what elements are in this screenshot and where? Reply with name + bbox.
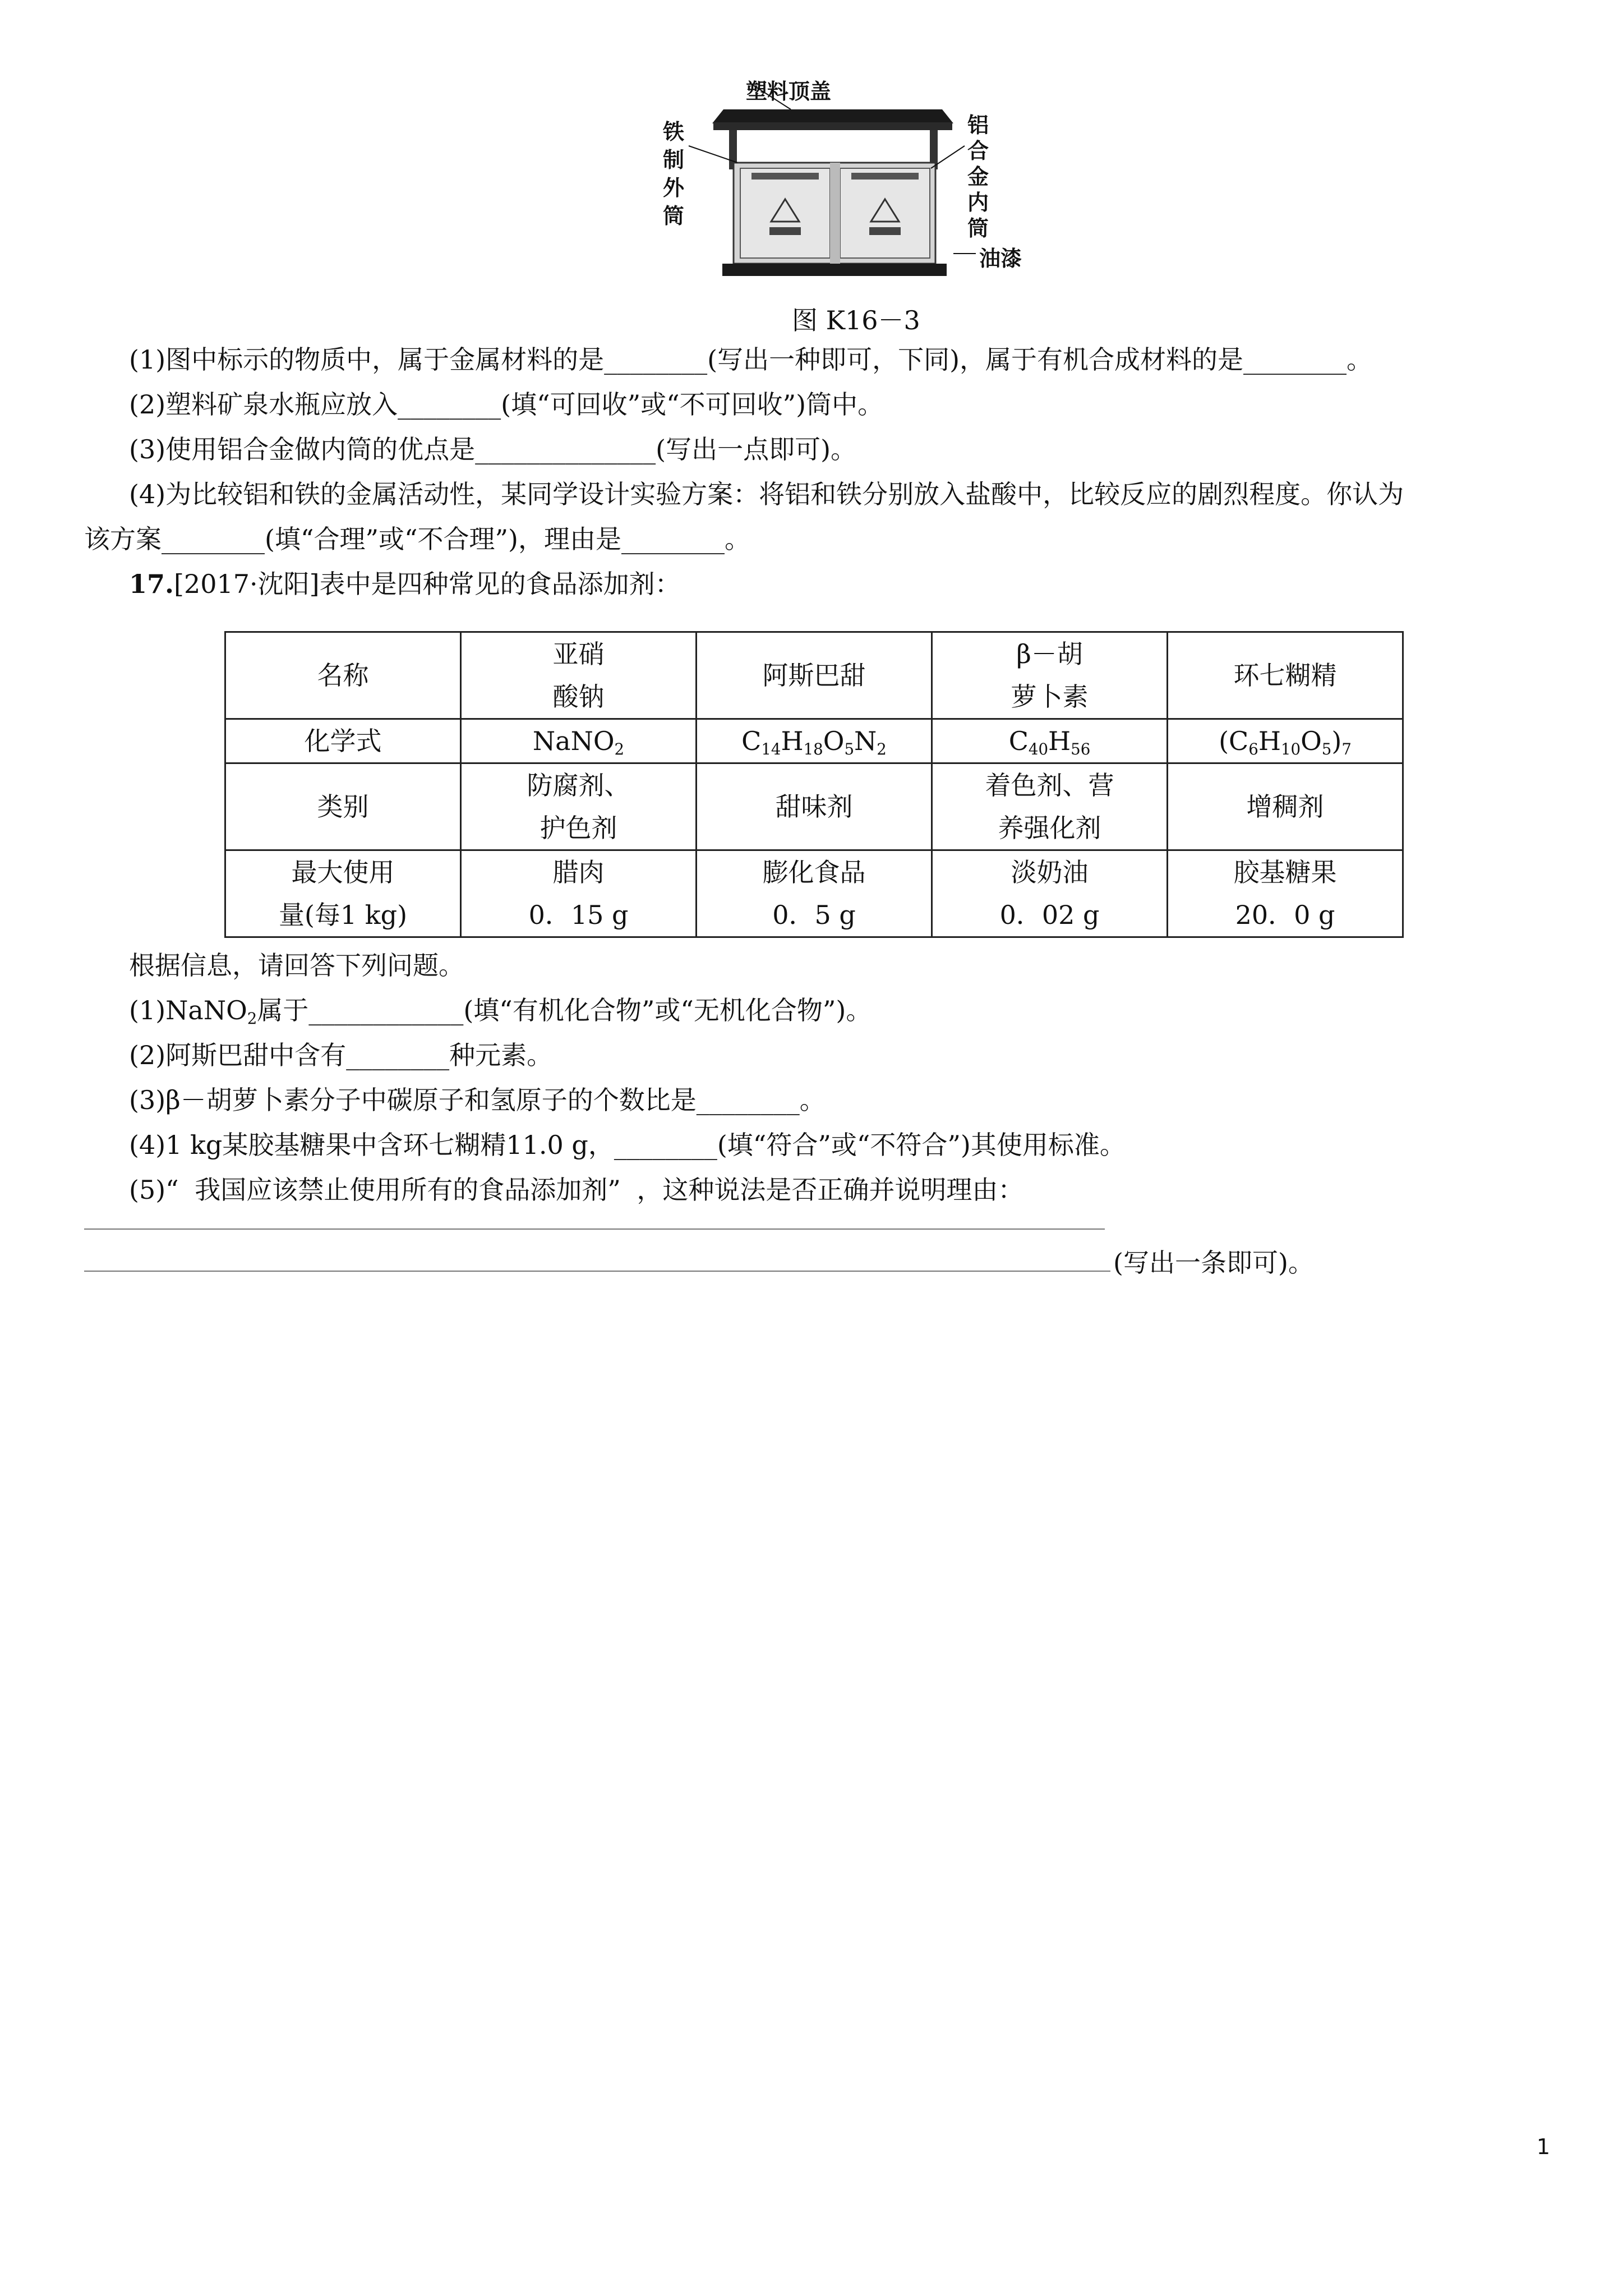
table-cell: β－胡 萝卜素 xyxy=(932,632,1168,719)
formula-cell: $C_{40}H_{56}$ xyxy=(932,719,1168,763)
q17-lead: 根据信息，请回答下列问题。 xyxy=(129,950,464,981)
table-cell: 着色剂、营 养强化剂 xyxy=(932,763,1168,850)
table-row xyxy=(225,850,1403,937)
table-cell: 胶基糖果 20．0 g xyxy=(1168,850,1403,937)
question-number: 17. xyxy=(129,569,174,599)
table-row xyxy=(225,763,1403,850)
q17-part5: (5)“ 我国应该禁止使用所有的食品添加剂” ，这种说法是否正确并说明理由： xyxy=(129,1175,1024,1205)
q16-part4a: (4)为比较铝和铁的金属活动性，某同学设计实验方案：将铝和铁分别放入盐酸中，比较反应的剧烈程度。你认为 xyxy=(129,479,1404,509)
label-plastic-cover: 塑料顶盖 xyxy=(746,79,832,104)
q17-intro: 17.[2017·沈阳]表中是四种常见的食品添加剂： xyxy=(129,569,681,599)
label-aluminum-inner: 铝 合 金 内 筒 xyxy=(967,113,989,241)
formula-cell: $C_{14}H_{18}O_5N_2$ xyxy=(697,719,932,763)
row-header-name: 名称 xyxy=(225,632,461,719)
row-header-formula: 化学式 xyxy=(225,719,461,763)
q16-part2: (2)塑料矿泉水瓶应放入________(填“可回收”或“不可回收”)筒中。 xyxy=(129,389,884,420)
label-paint: 油漆 xyxy=(979,246,1022,271)
trash-bin-figure xyxy=(662,79,1049,292)
page-number: 1 xyxy=(1536,2134,1550,2159)
formula-cell: $(C_6H_{10}O_5)_7$ xyxy=(1168,719,1403,763)
label-iron-shell: 铁 制 外 筒 xyxy=(663,119,685,228)
table-row xyxy=(225,719,1403,763)
q17-part4: (4)1 kg某胶基糖果中含环七糊精11.0 g，________(填“符合”或“不符合”)其使用标准。 xyxy=(129,1130,1126,1160)
figure-caption: 图 K16－3 xyxy=(792,305,920,335)
table-cell: 阿斯巴甜 xyxy=(697,632,932,719)
table-cell: 亚硝 酸钠 xyxy=(461,632,697,719)
q16-part1: (1)图中标示的物质中，属于金属材料的是________(写出一种即可，下同)，属于有机合成材料的是________。 xyxy=(129,344,1373,375)
food-additive-table xyxy=(224,631,1404,938)
q17-part2: (2)阿斯巴甜中含有________种元素。 xyxy=(129,1040,553,1070)
table-cell: 膨化食品 0．5 g xyxy=(697,850,932,937)
q17-part3: (3)β－胡萝卜素分子中碳原子和氢原子的个数比是________。 xyxy=(129,1085,826,1115)
table-cell: 淡奶油 0．02 g xyxy=(932,850,1168,937)
table-cell: 增稠剂 xyxy=(1168,763,1403,850)
table-row xyxy=(225,632,1403,719)
formula-cell: NaNO$_2$ xyxy=(461,719,697,763)
table-cell: 腊肉 0．15 g xyxy=(461,850,697,937)
q16-part4b: 该方案________(填“合理”或“不合理”)，理由是________。 xyxy=(84,524,750,554)
table-cell: 环七糊精 xyxy=(1168,632,1403,719)
table-cell: 防腐剂、 护色剂 xyxy=(461,763,697,850)
q17-part5-tail: (写出一条即可)。 xyxy=(1113,1248,1314,1278)
row-header-max-use: 最大使用 量(每1 kg) xyxy=(225,850,461,937)
table-cell: 甜味剂 xyxy=(697,763,932,850)
q16-part3: (3)使用铝合金做内筒的优点是______________(写出一点即可)。 xyxy=(129,434,857,464)
answer-line xyxy=(84,1271,1110,1272)
answer-line xyxy=(84,1228,1105,1230)
q17-part1: (1)NaNO$_2$属于____________(填“有机化合物”或“无机化合物”)。 xyxy=(129,995,872,1028)
row-header-category: 类别 xyxy=(225,763,461,850)
